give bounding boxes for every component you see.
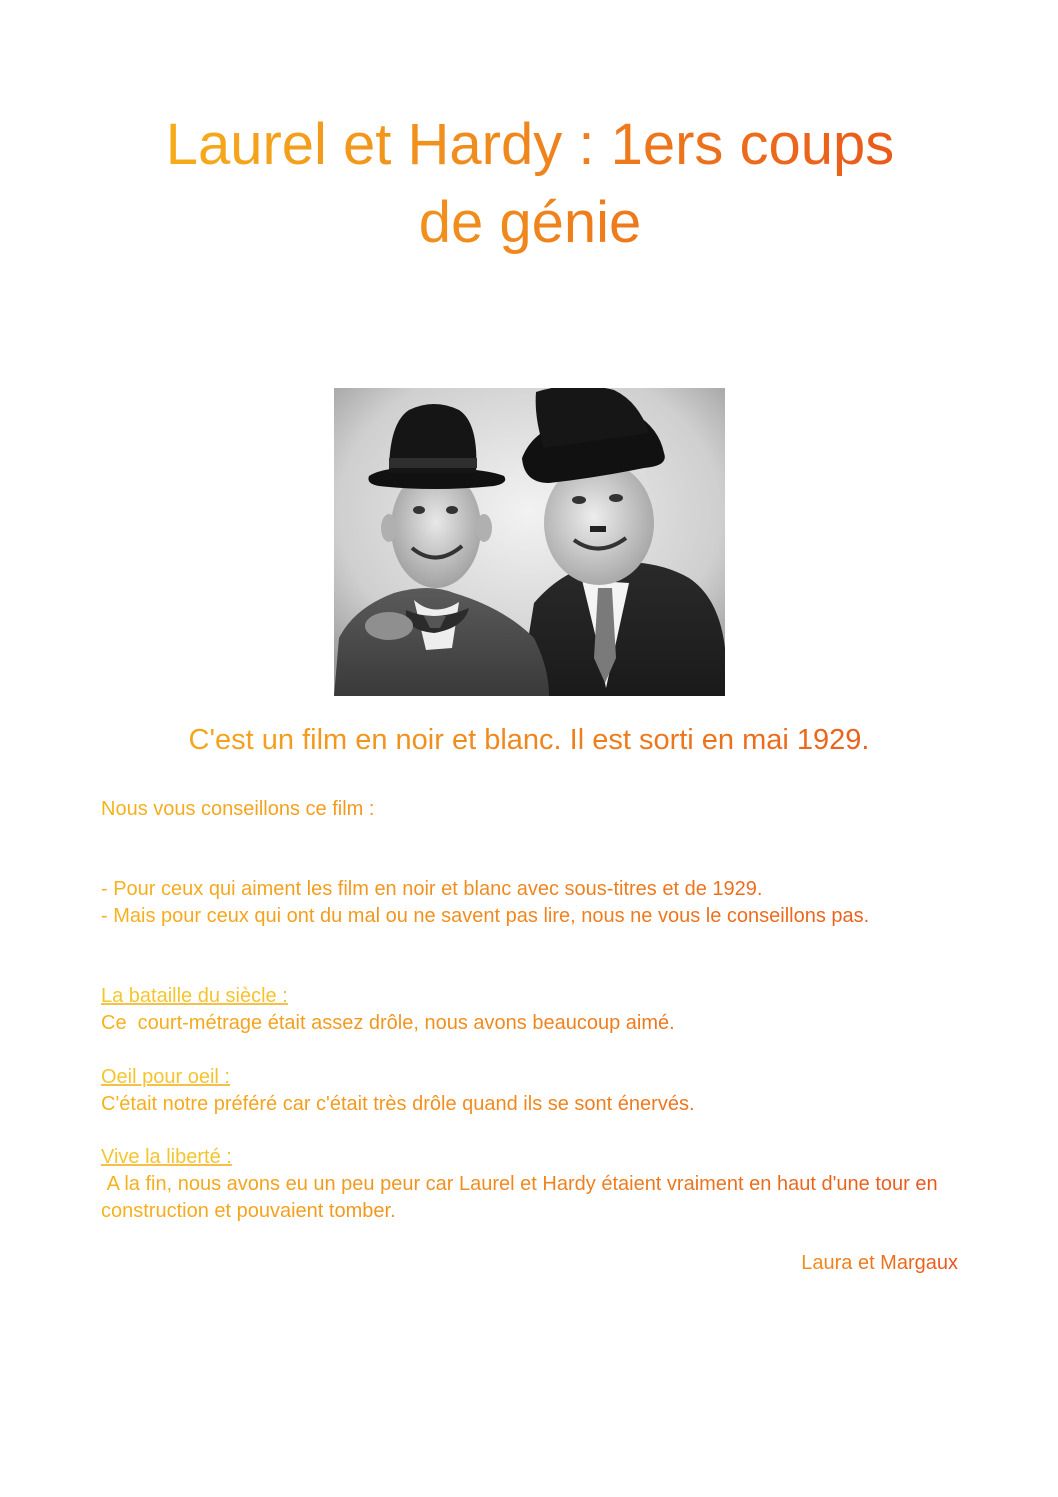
author-signature: Laura et Margaux bbox=[700, 1250, 958, 1277]
recommendation-block bbox=[101, 796, 961, 823]
film-summary: C'est un film en noir et blanc. Il est sorti en mai 1929. bbox=[60, 722, 998, 758]
recommendation-intro: Nous vous conseillons ce film : bbox=[101, 796, 961, 823]
section-heading: La bataille du siècle : bbox=[101, 983, 961, 1010]
page-title-line-2: de génie bbox=[110, 184, 950, 262]
page-title-line-1: Laurel et Hardy : 1ers coups bbox=[110, 106, 950, 184]
section-liberte bbox=[101, 1144, 961, 1225]
section-oeil bbox=[101, 1064, 961, 1118]
recommendation-point-2: - Mais pour ceux qui ont du mal ou ne savent pas lire, nous ne vous le conseillons pas. bbox=[101, 903, 961, 930]
laurel-and-hardy-photo bbox=[334, 388, 725, 696]
section-heading: Oeil pour oeil : bbox=[101, 1064, 961, 1091]
recommendation-points bbox=[101, 876, 961, 930]
section-text: C'était notre préféré car c'était très drôle quand ils se sont énervés. bbox=[101, 1091, 961, 1118]
section-text: Ce court-métrage était assez drôle, nous avons beaucoup aimé. bbox=[101, 1010, 961, 1037]
recommendation-point-1: - Pour ceux qui aiment les film en noir et blanc avec sous-titres et de 1929. bbox=[101, 876, 961, 903]
page-title bbox=[110, 106, 950, 262]
section-bataille bbox=[101, 983, 961, 1037]
section-text: A la fin, nous avons eu un peu peur car Laurel et Hardy étaient vraiment en haut d'une tour en construction et pouvaient tomber. bbox=[101, 1171, 961, 1225]
section-heading: Vive la liberté : bbox=[101, 1144, 961, 1171]
